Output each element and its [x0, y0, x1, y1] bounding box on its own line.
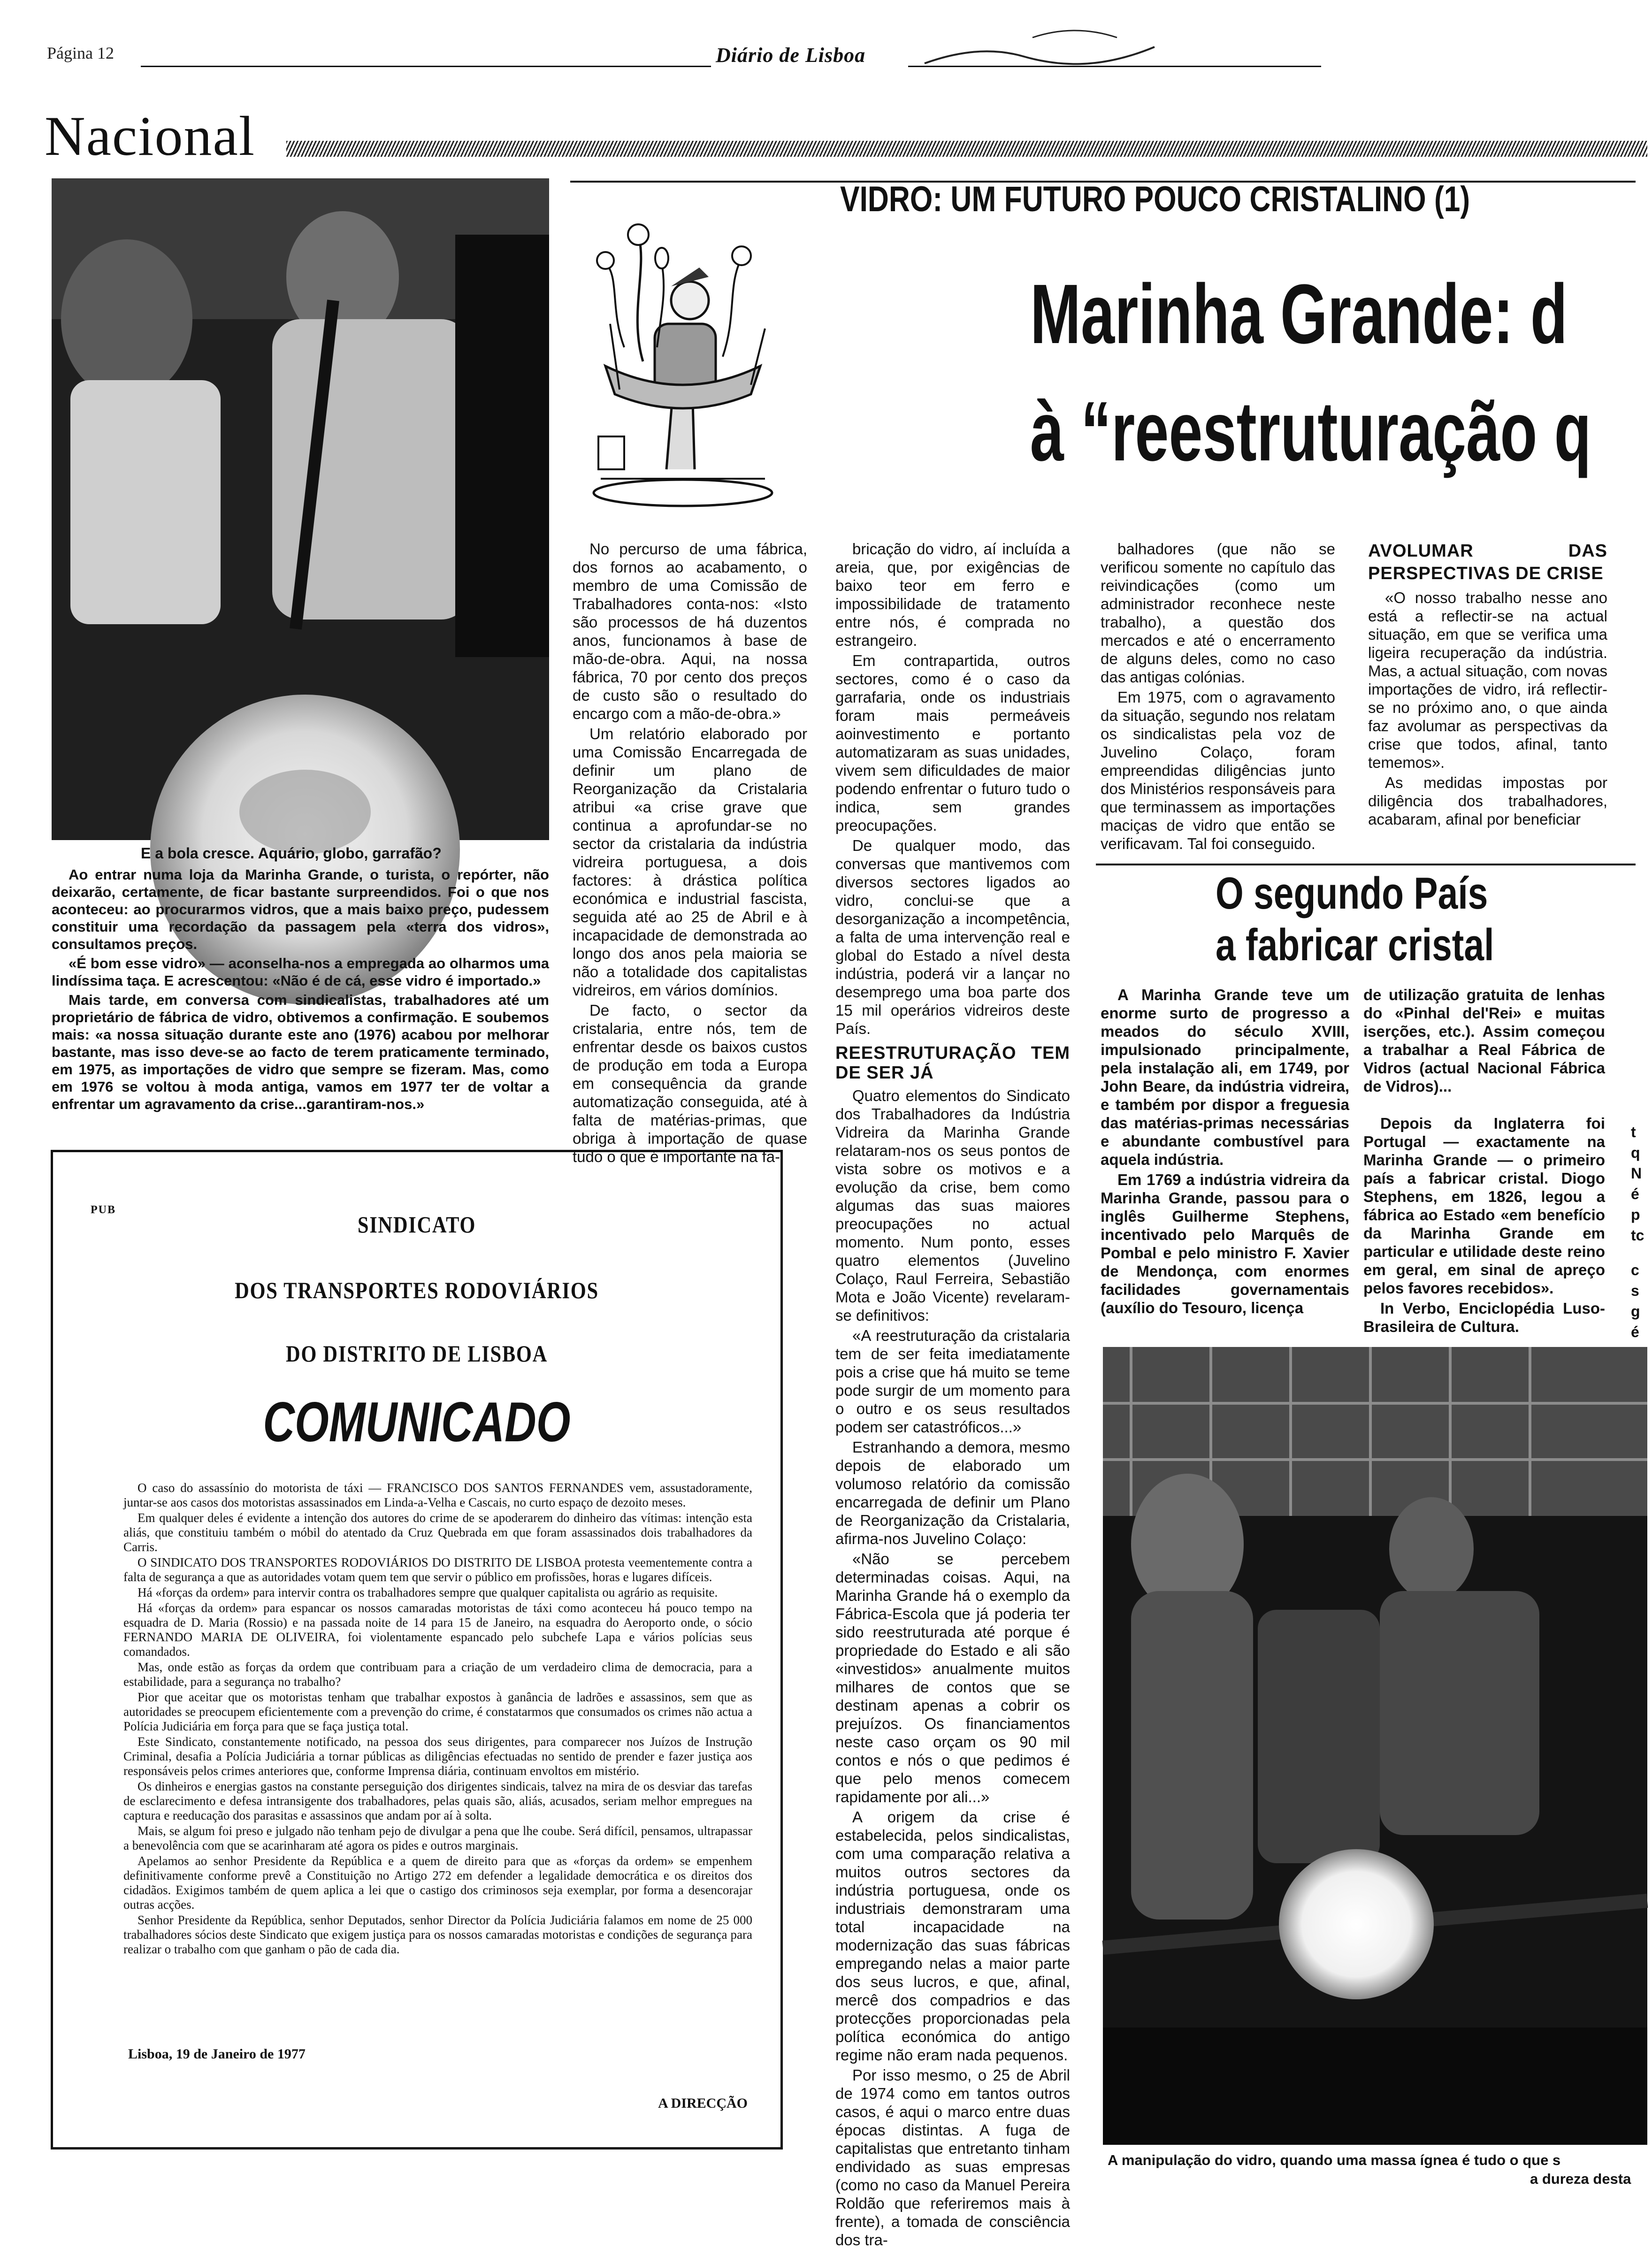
left-photo-caption: E a bola cresce. Aquário, globo, garrafão?: [141, 845, 442, 862]
photo-glass-manipulation-art: [1103, 1347, 1647, 2145]
ad-title-distrito: DO DISTRITO DE LISBOA: [285, 1340, 548, 1367]
headline-line-2: à “reestruturação q: [1030, 384, 1591, 479]
article-paragraph: Por isso mesmo, o 25 de Abril de 1974 como em tantos outros casos, é aqui o marco entre duas épocas distintas. A fuga de capitalistas que entretanto tinham endividado as suas empresas (como no caso da Manuel Pereira Roldão que referiremos mais à frente), a tomada de consciência dos tra-: [835, 2066, 1070, 2249]
intro-paragraph: Mais tarde, em conversa com sindicalistas, trabalhadores até um proprietário de fábrica de vidro, obtivemos a confirmação. E soubemos mais: «a nossa situação durante este ano (1976) acabou por melhorar bastante, mas isso deve-se ao facto de terem praticamente terminado, em 1975, as importações de vidro que sempre se fizeram. Mas, como em 1976 se voltou à moda antiga, vamos em 1977 ter de voltar a enfrentar um agravamento da crise...garantiram-nos.»: [52, 992, 549, 1112]
ad-title-transportes: DOS TRANSPORTES RODOVIÁRIOS: [235, 1277, 599, 1303]
article-column-4: [1368, 540, 1607, 859]
article-paragraph: Estranhando a demora, mesmo depois de elaborado um volumoso relatório da comissão encarregada de definir um Plano de Reorganização da Cristalaria, afirma-nos Juvelino Colaço:: [835, 1438, 1070, 1547]
box-paragraph: A Marinha Grande teve um enorme surto de progresso a meados do século XVIII, impulsionado principalmente, pela instalação ali, em 1749, por John Beare, da indústria vidreira, e também por dispor a freguesia das matérias-primas necessárias e abundante combustível para aquela indústria.: [1101, 986, 1349, 1168]
page-number: Página 12: [47, 44, 114, 62]
fragment-char: s: [1631, 1282, 1639, 1299]
article-paragraph: Em 1975, com o agravamento da situação, segundo nos relatam os sindicalistas pela voz de Juvelino Colaço, foram empreendidas diligências junto dos Ministérios responsáveis para que terminassem as importações maciças de vidro que então se verificavam. Tal foi conseguido.: [1101, 688, 1335, 852]
section-hatch-band: [286, 141, 1647, 157]
article-paragraph: As medidas impostas por diligência dos trabalhadores, acabaram, afinal por beneficiar: [1368, 774, 1607, 828]
intro-paragraph: «É bom esse vidro» — aconselha-nos a empregada ao olharmos uma lindíssima taça. E acrescentou: «Não é de cá, esse vidro é importado.»: [52, 955, 549, 989]
ad-signature: A DIRECÇÃO: [658, 2096, 748, 2111]
ad-paragraph: Mas, onde estão as forças da ordem que contribuam para a criação de um verdadeiro clima de democracia, para a estabilidade, para a segurança no trabalho?: [123, 1660, 752, 1689]
photo-glassblower: [52, 178, 549, 840]
subhead-avolumar: AVOLUMAR DAS PERSPECTIVAS DE CRISE: [1368, 541, 1607, 583]
ad-pub-label: PUB: [91, 1204, 116, 1216]
article-paragraph: A origem da crise é estabelecida, pelos sindicalistas, com uma comparação relativa a muitos outros sectores da indústria portuguesa, onde os industriais demonstraram uma total incapacidade na modernização das suas fábricas empregando nelas a maior parte dos seus lucros, e que, afinal, mercê dos compadrios e das protecções proporcionadas pela política económica do antigo regime não eram nada pequenos.: [835, 1808, 1070, 2064]
box-rule-top: [1096, 864, 1636, 865]
fragment-char: t: [1631, 1124, 1636, 1140]
box-title-line-2: a fabricar cristal: [1216, 920, 1494, 970]
fragment-char: p: [1631, 1206, 1640, 1223]
fragment-char: é: [1631, 1186, 1639, 1202]
article-paragraph: Em contrapartida, outros sectores, como é o caso da garrafaria, onde os industriais foram mais permeáveis aoinvestimento e portanto automatizaram as suas unidades, vivem sem dificuldades de maior podendo enfrentar o futuro tudo o indica, sem grandes preocupações.: [835, 652, 1070, 834]
section-title: Nacional: [45, 105, 256, 167]
box-title-line-1: O segundo País: [1216, 868, 1488, 918]
right-edge-fragments: [1631, 1122, 1650, 1342]
fragment-char: tc: [1631, 1227, 1644, 1244]
ad-paragraph: Senhor Presidente da República, senhor Deputados, senhor Director da Polícia Judiciária falamos em nome de 25 000 trabalhadores sócios deste Sindicato que exigem justiça para os nossos camaradas motoristas e condições de segurança para realizar o trabalho com que ganham o pão de cada dia.: [123, 1913, 752, 1956]
bottom-photo-caption-2: a dureza desta: [1530, 2171, 1631, 2187]
ad-paragraph: Há «forças da ordem» para intervir contra os trabalhadores sempre que qualquer capitalista ou agrário as requisite.: [138, 1585, 718, 1599]
ad-paragraph: Mais, se algum foi preso e julgado não tenham pejo de divulgar a pena que lhe coube. Será difícil, pensamos, ultrapassar a benevolência com que se acarinharam até agora os pides e outros marginais.: [123, 1824, 752, 1852]
fragment-char: N: [1631, 1165, 1642, 1182]
headline-line-1: Marinha Grande: d: [1030, 267, 1568, 361]
ad-date: Lisboa, 19 de Janeiro de 1977: [128, 2046, 306, 2062]
fragment-char: é: [1631, 1323, 1639, 1340]
bottom-photo-caption-1: A manipulação do vidro, quando uma massa ígnea é tudo o que s: [1108, 2152, 1561, 2168]
fragment-char: c: [1631, 1262, 1639, 1278]
woodcut-glass-vendor-icon: [573, 207, 793, 516]
box-column-right: [1363, 986, 1605, 1338]
article-paragraph: No percurso de uma fábrica, dos fornos ao acabamento, o membro de uma Comissão de Trabalhadores conta-nos: «Isto são processos de há duzentos anos, funcionamos à base de mão-de-obra. Aqui, na nossa fábrica, 70 por cento dos preços de custo são o resultado do encargo com a mão-de-obra.»: [573, 540, 807, 722]
box-paragraph: de utilização gratuita de lenhas do «Pinhal del'Rei» e muitas iserções, etc.). Assim começou a trabalhar a Real Fábrica de Vidros (actual Nacional Fábrica de Vidros)...: [1363, 986, 1605, 1095]
article-paragraph: «O nosso trabalho nesse ano está a reflectir-se na actual situação, em que se verifica uma ligeira recuperação da indústria. Mas, a actual situação, com novas importações de vidro, irá reflectir-se no próximo ano, o que ainda faz avolumar as perspectivas da crise que todos, afinal, tanto tememos».: [1368, 589, 1607, 771]
photo-glassblower-art: [52, 178, 549, 840]
intro-text: [52, 866, 549, 1147]
box-paragraph: Em 1769 a indústria vidreira da Marinha Grande, passou para o inglês Guilherme Stephens, incentivado pelo Marquês de Pombal e pelo ministro F. Xavier de Mendonça, com enormes facilidades governamentais (auxílio do Tesouro, licença: [1101, 1171, 1349, 1316]
masthead: Diário de Lisboa: [716, 44, 866, 67]
article-paragraph: De qualquer modo, das conversas que mantivemos com diversos sectores ligados ao vidro, conclui-se que a desorganização a incompetência, a falta de uma intervenção real e global do Estado a nível desta indústria, poderá vir a lançar no desemprego uma boa parte dos 15 mil operários vidreiros deste País.: [835, 837, 1070, 1037]
article-paragraph: Um relatório elaborado por uma Comissão Encarregada de definir um plano de Reorganização da Cristalaria atribui «a crise grave que continua a aprofundar-se no sector da cristalaria da indústria vidreira portuguesa, a dois factores: à drástica política económica e industrial fascista, seguida até ao 25 de Abril e à incapacidade de demonstrada ao longo dos anos pela maioria se não a totalidade dos capitalistas vidreiros, em vários domínios.: [573, 725, 807, 999]
article-paragraph: De facto, o sector da cristalaria, entre nós, tem de enfrentar desde os baixos custos de produção em toda a Europa em consequência da grande automatização conseguida, até à falta de matérias-primas, que obriga à importação de quase tudo o que é importante na fa-: [573, 1002, 807, 1165]
box-paragraph: Depois da Inglaterra foi Portugal — exactamente na Marinha Grande — o primeiro país a fabricar cristal. Diogo Stephens, em 1826, legou a fábrica ao Estado «em benefício da Marinha Grande em particular e utilidade deste reino em geral, em sinal de apreço pelos favores recebidos».: [1363, 1115, 1605, 1297]
header-flourish: [920, 19, 1164, 75]
ad-comunicado: COMUNICADO: [263, 1391, 571, 1453]
ad-paragraph: Apelamos ao senhor Presidente da República e a quem de direito para que as «forças da ordem» se empenhem definitivamente conforme prevê a Constituição no Artigo 272 em defender a legalidade democrática e os direitos dos cidadãos. Exigimos também de quem aplica a lei que o castigo dos criminosos seja exemplar, por forma a desencorajar outras acções.: [123, 1854, 752, 1912]
article-column-3: [1101, 540, 1335, 859]
box-paragraph: In Verbo, Enciclopédia Luso-Brasileira de Cultura.: [1363, 1300, 1605, 1335]
woodcut-illustration: [573, 207, 793, 516]
fragment-char: q: [1631, 1144, 1640, 1161]
ad-paragraph: Os dinheiros e energias gastos na constante perseguição dos dirigentes sindicais, talvez na mira de os desviar das tarefas de esclarecimento e defesa intransigente dos trabalhadores, pelas quais são, aliás, acusados, seriam melhor empregues na captura e reeducação dos parasitas e assassinos que andam por aí à solta.: [123, 1779, 752, 1822]
article-paragraph: «A reestruturação da cristalaria tem de ser feita imediatamente pois a crise que há muito se teme pode surgir de um momento para o outro e os seus resultados podem ser catastróficos...»: [835, 1327, 1070, 1436]
ad-paragraph: O caso do assassínio do motorista de táxi — FRANCISCO DOS SANTOS FERNANDES vem, assustadoramente, juntar-se aos casos dos motoristas assassinados em Linda-a-Velha e Cascais, no curto espaço de dezoito meses.: [123, 1481, 752, 1509]
subhead-reestruturacao: REESTRUTURAÇÃO TEM DE SER JÁ: [835, 1043, 1070, 1083]
fragment-char: g: [1631, 1303, 1640, 1320]
article-paragraph: bricação do vidro, aí incluída a areia, que, por exigências de baixo teor em ferro e impossibilidade de tratamento entre nós, é comprada no estrangeiro.: [835, 540, 1070, 649]
article-paragraph: «Não se percebem determinadas coisas. Aqui, na Marinha Grande há o exemplo da Fábrica-Escola que já poderia ter sido reestruturada até porque é propriedade do Estado e ali são «investidos» anualmente muitos milhares de contos que se destinam apenas a cobrir os prejuízos. Os financiamentos neste caso orçam os 90 mil contos e nós o que pedimos é que pelo menos comecem rapidamente por ali...»: [835, 1550, 1070, 1805]
article-column-2: [835, 540, 1070, 2249]
intro-paragraph: Ao entrar numa loja da Marinha Grande, o turista, o repórter, não deixarão, certamente, de ficar bastante surpreendidos. Foi o que nos aconteceu: ao procurarmos vidros, que a mais baixo preço, pudessem constituir uma recordação da passagem pela «terra dos vidros», consultamos preços.: [52, 866, 549, 952]
photo-glass-manipulation: [1103, 1347, 1647, 2145]
ad-box: [51, 1150, 783, 2150]
box-column-left: [1101, 986, 1349, 1338]
ad-paragraph: Pior que aceitar que os motoristas tenham que trabalhar expostos à ganância de ladrões e assassinos, sem que as autoridades se preocupem eficientemente com a prevenção do crime, é constatarmos que consumados os crimes não actua a Polícia Judiciária em força para que se faça justiça total.: [123, 1690, 752, 1733]
ad-paragraph: O SINDICATO DOS TRANSPORTES RODOVIÁRIOS DO DISTRITO DE LISBOA protesta veementemente contra a falta de segurança a que as autoridades votam quem tem que servir o público em profissões, horas e lugares difíceis.: [123, 1555, 752, 1584]
article-column-1: [573, 540, 807, 1165]
kicker: VIDRO: UM FUTURO POUCO CRISTALINO (1): [840, 179, 1470, 219]
ad-body: [123, 1481, 752, 2035]
ad-title-sindicato: SINDICATO: [357, 1211, 476, 1238]
ad-paragraph: Em qualquer deles é evidente a intenção dos autores do crime de se apoderarem do dinheiro das vítimas: intenção esta aliás, que constituiu também o móbil do atentado da Cruz Quebrada em que foram assassinados dois trabalhadores da Carris.: [123, 1511, 752, 1554]
ad-paragraph: Há «forças da ordem» para espancar os nossos camaradas motoristas de táxi como aconteceu há pouco tempo na esquadra de D. Maria (Rossio) e na passada noite de 14 para 15 de Janeiro, na esquadra do Aeroporto onde, o sócio FERNANDO MARIA DE OLIVEIRA, foi violentamente espancado pelo subchefe Lapa e vários polícias seus comandados.: [123, 1601, 752, 1659]
article-paragraph: balhadores (que não se verificou somente no capítulo das reivindicações (como um administrador reconhece neste trabalho), a questão dos mercados e até o encerramento de alguns deles, como no caso das antigas colónias.: [1101, 540, 1335, 686]
article-paragraph: Quatro elementos do Sindicato dos Trabalhadores da Indústria Vidreira da Marinha Grande relataram-nos os seus pontos de vista sobre os motivos e a evolução da crise, bem como algumas das suas maiores preocupações no actual momento. Num ponto, esses quatro elementos (Juvelino Colaço, Raul Ferreira, Sebastião Mota e João Vicente) revelaram-se definitivos:: [835, 1087, 1070, 1324]
header-rule-left: [141, 66, 711, 67]
ad-paragraph: Este Sindicato, constantemente notificado, na pessoa dos seus dirigentes, para comparecer nos Juízos de Instrução Criminal, desafia a Polícia Judiciária a tornar públicas as diligências efectuadas no sentido de prender e fazer justiça aos responsáveis pelos crimes anteriores que, conforme Imprensa diária, continuam envoltos em mistério.: [123, 1735, 752, 1778]
